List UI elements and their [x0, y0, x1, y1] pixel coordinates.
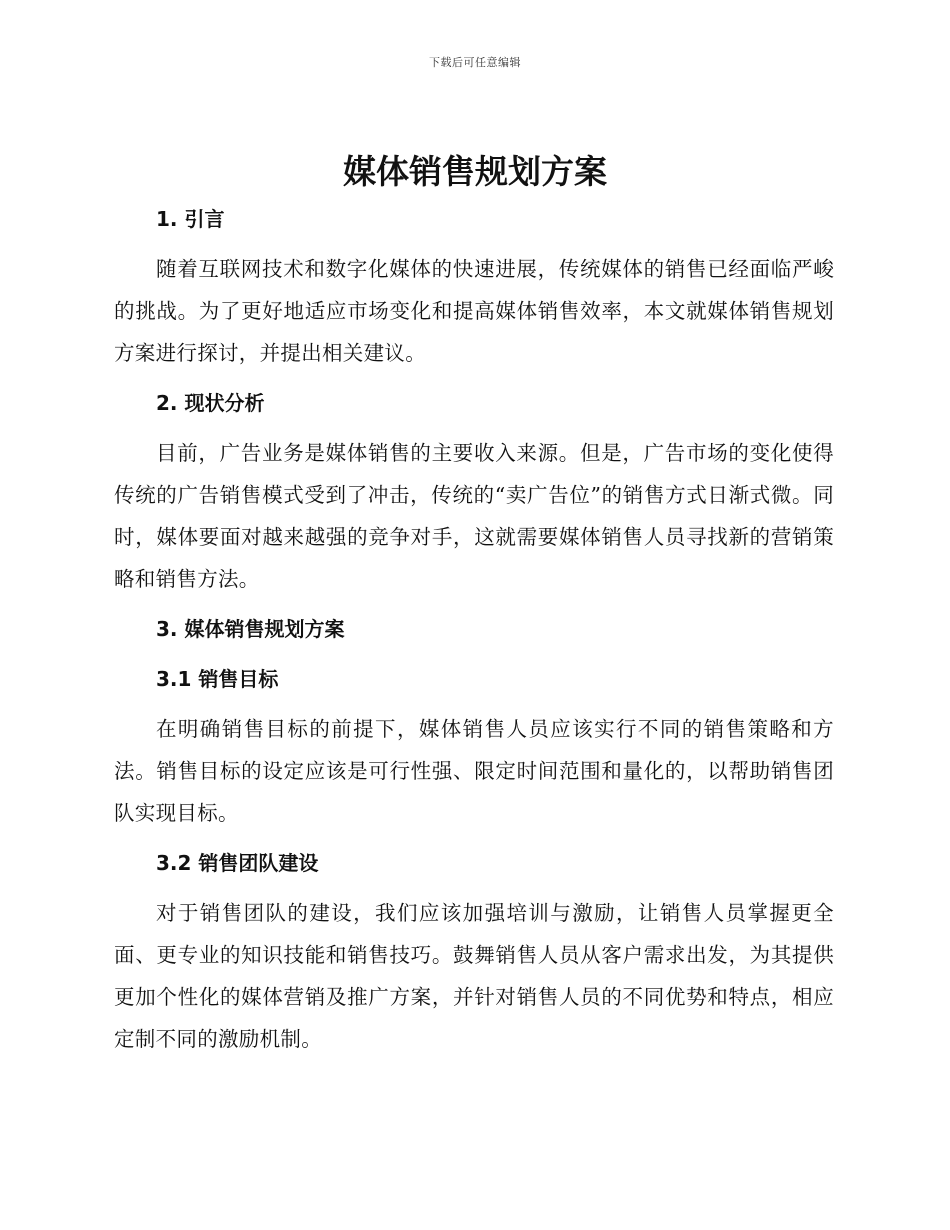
section-heading-sales-plan: 3. 媒体销售规划方案: [156, 617, 345, 641]
section-paragraph-introduction: 随着互联网技术和数字化媒体的快速进展，传统媒体的销售已经面临严峻的挑战。为了更好地适应市场变化和提高媒体销售效率，本文就媒体销售规划方案进行探讨，并提出相关建议。: [114, 257, 834, 365]
document-title: 媒体销售规划方案: [343, 152, 607, 191]
section-heading-team-building: 3.2 销售团队建设: [156, 851, 319, 875]
page-header: 下载后可任意编辑: [429, 56, 521, 69]
section-heading-sales-target: 3.1 销售目标: [156, 667, 279, 691]
section-paragraph-status-analysis: 目前，广告业务是媒体销售的主要收入来源。但是，广告市场的变化使得传统的广告销售模式受到了冲击，传统的“卖广告位”的销售方式日渐式微。同时，媒体要面对越来越强的竞争对手，这就需要媒体销售人员寻找新的营销策略和销售方法。: [114, 441, 834, 591]
section-heading-status-analysis: 2. 现状分析: [156, 391, 265, 415]
section-paragraph-sales-target: 在明确销售目标的前提下，媒体销售人员应该实行不同的销售策略和方法。销售目标的设定应该是可行性强、限定时间范围和量化的，以帮助销售团队实现目标。: [114, 717, 834, 825]
document-body: [114, 196, 834, 1066]
section-paragraph-team-building: 对于销售团队的建设，我们应该加强培训与激励，让销售人员掌握更全面、更专业的知识技能和销售技巧。鼓舞销售人员从客户需求出发，为其提供更加个性化的媒体营销及推广方案，并针对销售人员的不同优势和特点，相应定制不同的激励机制。: [114, 901, 834, 1051]
section-heading-introduction: 1. 引言: [156, 207, 225, 231]
